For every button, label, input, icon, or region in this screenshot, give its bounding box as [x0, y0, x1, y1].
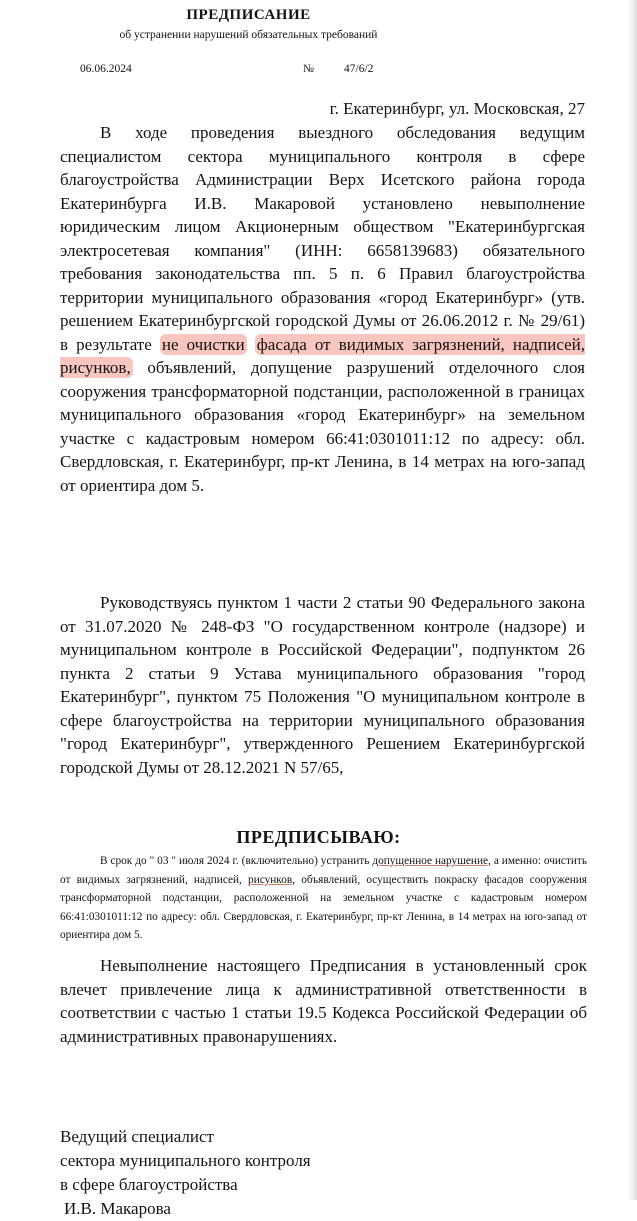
highlighted-text-2: фасада от видимых загрязнений, надписей, рисунков,: [60, 334, 586, 377]
signature-name: И.В. Макарова: [64, 1199, 171, 1218]
order-text-2: а именно: очистить от видимых загрязнений, надписей,: [60, 855, 588, 886]
paragraph-legal-basis: Руководствуясь пунктом 1 части 2 статьи 90 Федерального закона от 31.07.2020 № 248-ФЗ "О государственном контроле (надзоре) и муниципальном контроле в Российской Федерации", подпунктом 26 пункта 2 статьи 9 Устава муниципального образования "город Екатеринбург", пунктом 75 Положения "О муниципальном контроле в сфере благоустройства на территории муниципального образования "город Екатеринбург", утвержденного Решением Екатеринбургской городской Думы от 28.12.2021 N 57/65,: [60, 593, 585, 777]
number-sign: №: [303, 63, 314, 75]
findings-text-continued: объявлений, допущение разрушений отделочного слоя сооружения трансформаторной подстанции, расположенной в границах муниципального образования «город Екатеринбург» на земельном участке с кадастровым номером 66:41:0301011:12 по адресу: обл. Свердловская, г. Екатеринбург, пр-кт Ленина, в 14 метрах на юго-запад от ориентира дом 5.: [60, 358, 585, 495]
signature-position-line-3: в сфере благоустройства: [60, 1175, 238, 1194]
document-place: г. Екатеринбург, ул. Московская, 27: [329, 99, 585, 118]
document-title: ПРЕДПИСАНИЕ: [186, 7, 311, 23]
underlined-text-1: допущенное нарушение,: [372, 855, 491, 867]
order-text-3: объявлений, осуществить покраску фасадов сооружения трансформаторной подстанции, расположенной на земельном участке с кадастровым номером 66:41:0301011:12 по адресу: обл. Свердловская, г. Екатеринбург, пр-кт Ленина, в 14 метрах на юго-запад от ориентира дом 5.: [60, 873, 588, 942]
paragraph-order: [60, 852, 587, 945]
order-heading: ПРЕДПИСЫВАЮ:: [236, 827, 401, 847]
findings-text: В ходе проведения выездного обследования ведущим специалистом сектора муниципального контроля в сфере благоустройства Администрации Верх Исетского района города Екатеринбурга И.В. Макаровой установлено невыполнение юридическим лицом Акционерным обществом "Екатеринбургская электросетевая компания" (ИНН: 6658139683) обязательного требования законодательства пп. 5 п. 6 Правил благоустройства территории муниципального образования «город Екатеринбург» (утв. решением Екатеринбургской городской Думы от 26.06.2012 г. № 29/61) в результате: [60, 123, 585, 354]
signature-position-line-2: сектора муниципального контроля: [60, 1151, 311, 1170]
highlighted-text-1: не очистки: [161, 334, 245, 354]
signature-position-line-1: Ведущий специалист: [60, 1127, 214, 1146]
order-text-1: В срок до " 03 " июля 2024 г. (включительно) устранить: [100, 855, 370, 867]
document-date: 06.06.2024: [80, 63, 132, 75]
underlined-text-2: рисунков,: [248, 873, 296, 886]
paragraph-findings: [60, 121, 585, 497]
document-number: 47/6/2: [344, 63, 374, 75]
page-edge-shadow: [627, 0, 637, 1200]
paragraph-liability: Невыполнение настоящего Предписания в установленный срок влечет привлечение лица к административной ответственности в соответствии с частью 1 статьи 19.5 Кодекса Российской Федерации об административных правонарушениях.: [60, 956, 587, 1046]
document-subtitle: об устранении нарушений обязательных требований: [119, 29, 378, 41]
